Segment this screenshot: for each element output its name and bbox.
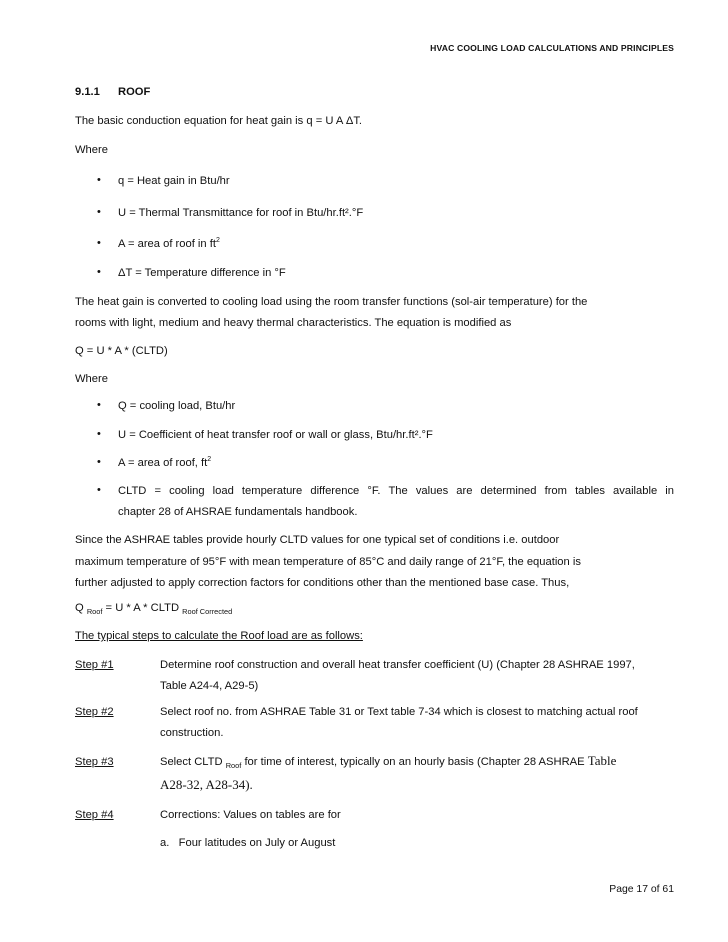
step-text — [160, 753, 616, 769]
step-label: Step #1 — [75, 659, 114, 671]
definition-item — [118, 238, 220, 250]
section-title: ROOF — [118, 86, 151, 98]
definition-item: ΔT = Temperature difference in °F — [118, 267, 286, 279]
definition-item: U = Thermal Transmittance for roof in Btu/hr.ft².°F — [118, 207, 364, 219]
definition-text: A = area of roof, ft — [118, 457, 208, 469]
bullet-icon: • — [97, 266, 101, 278]
step-text-part: Table — [587, 753, 617, 768]
step-text: Determine roof construction and overall heat transfer coefficient (U) (Chapter 28 ASHRAE 1997, — [160, 659, 635, 671]
paragraph-line: The heat gain is converted to cooling load using the room transfer functions (sol-air temperature) for the — [75, 296, 588, 308]
definition-item: Q = cooling load, Btu/hr — [118, 400, 236, 412]
subscript: Roof Corrected — [182, 607, 233, 616]
bullet-icon: • — [97, 237, 101, 249]
definition-item: U = Coefficient of heat transfer roof or wall or glass, Btu/hr.ft².°F — [118, 429, 433, 441]
equation-q: Q — [75, 602, 84, 614]
where-label: Where — [75, 144, 108, 156]
equation: Q = U * A * (CLTD) — [75, 345, 168, 357]
bullet-icon: • — [97, 399, 101, 411]
definition-item — [118, 457, 211, 469]
where-label: Where — [75, 373, 108, 385]
superscript: 2 — [207, 456, 212, 463]
bullet-icon: • — [97, 428, 101, 440]
definition-item: q = Heat gain in Btu/hr — [118, 175, 230, 187]
step-text: Select roof no. from ASHRAE Table 31 or Text table 7-34 which is closest to matching actual roof — [160, 706, 638, 718]
bullet-icon: • — [97, 174, 101, 186]
subscript: Roof — [225, 761, 242, 770]
bullet-icon: • — [97, 206, 101, 218]
paragraph-line: rooms with light, medium and heavy thermal characteristics. The equation is modified as — [75, 317, 512, 329]
intro-text: The basic conduction equation for heat gain is q = U A ΔT. — [75, 115, 363, 127]
step-text-part: for time of interest, typically on an hourly basis (Chapter 28 ASHRAE — [244, 756, 585, 768]
step-text: Table A24-4, A29-5) — [160, 680, 259, 692]
paragraph-line: further adjusted to apply correction factors for conditions other than the mentioned base case. Thus, — [75, 577, 570, 589]
equation-rhs: = U * A * CLTD — [105, 602, 180, 614]
section-number: 9.1.1 — [75, 86, 100, 98]
step-label: Step #2 — [75, 706, 114, 718]
page-header: HVAC COOLING LOAD CALCULATIONS AND PRINCIPLES — [430, 43, 674, 53]
step-label: Step #4 — [75, 809, 114, 821]
paragraph-line: maximum temperature of 95°F with mean temperature of 85°C and daily range of 21°F, the equation is — [75, 556, 581, 568]
step-text: construction. — [160, 727, 224, 739]
steps-heading: The typical steps to calculate the Roof load are as follows: — [75, 630, 363, 642]
step-text: A28-32, A28-34). — [160, 777, 253, 792]
superscript: 2 — [215, 237, 220, 244]
roof-equation — [75, 602, 232, 614]
definition-item: chapter 28 of AHSRAE fundamentals handbook. — [118, 506, 358, 518]
bullet-icon: • — [97, 456, 101, 468]
subscript: Roof — [86, 607, 103, 616]
bullet-icon: • — [97, 484, 101, 496]
paragraph-line: Since the ASHRAE tables provide hourly CLTD values for one typical set of conditions i.e. outdoor — [75, 534, 560, 546]
step-text: Corrections: Values on tables are for — [160, 809, 341, 821]
step-text-part: Select CLTD — [160, 756, 223, 768]
step-label: Step #3 — [75, 756, 114, 768]
page-number: Page 17 of 61 — [609, 884, 674, 895]
definition-item: CLTD = cooling load temperature difference °F. The values are determined from tables available in — [118, 485, 674, 497]
step-subitem: a. Four latitudes on July or August — [160, 837, 336, 849]
definition-text: A = area of roof in ft — [118, 238, 216, 250]
